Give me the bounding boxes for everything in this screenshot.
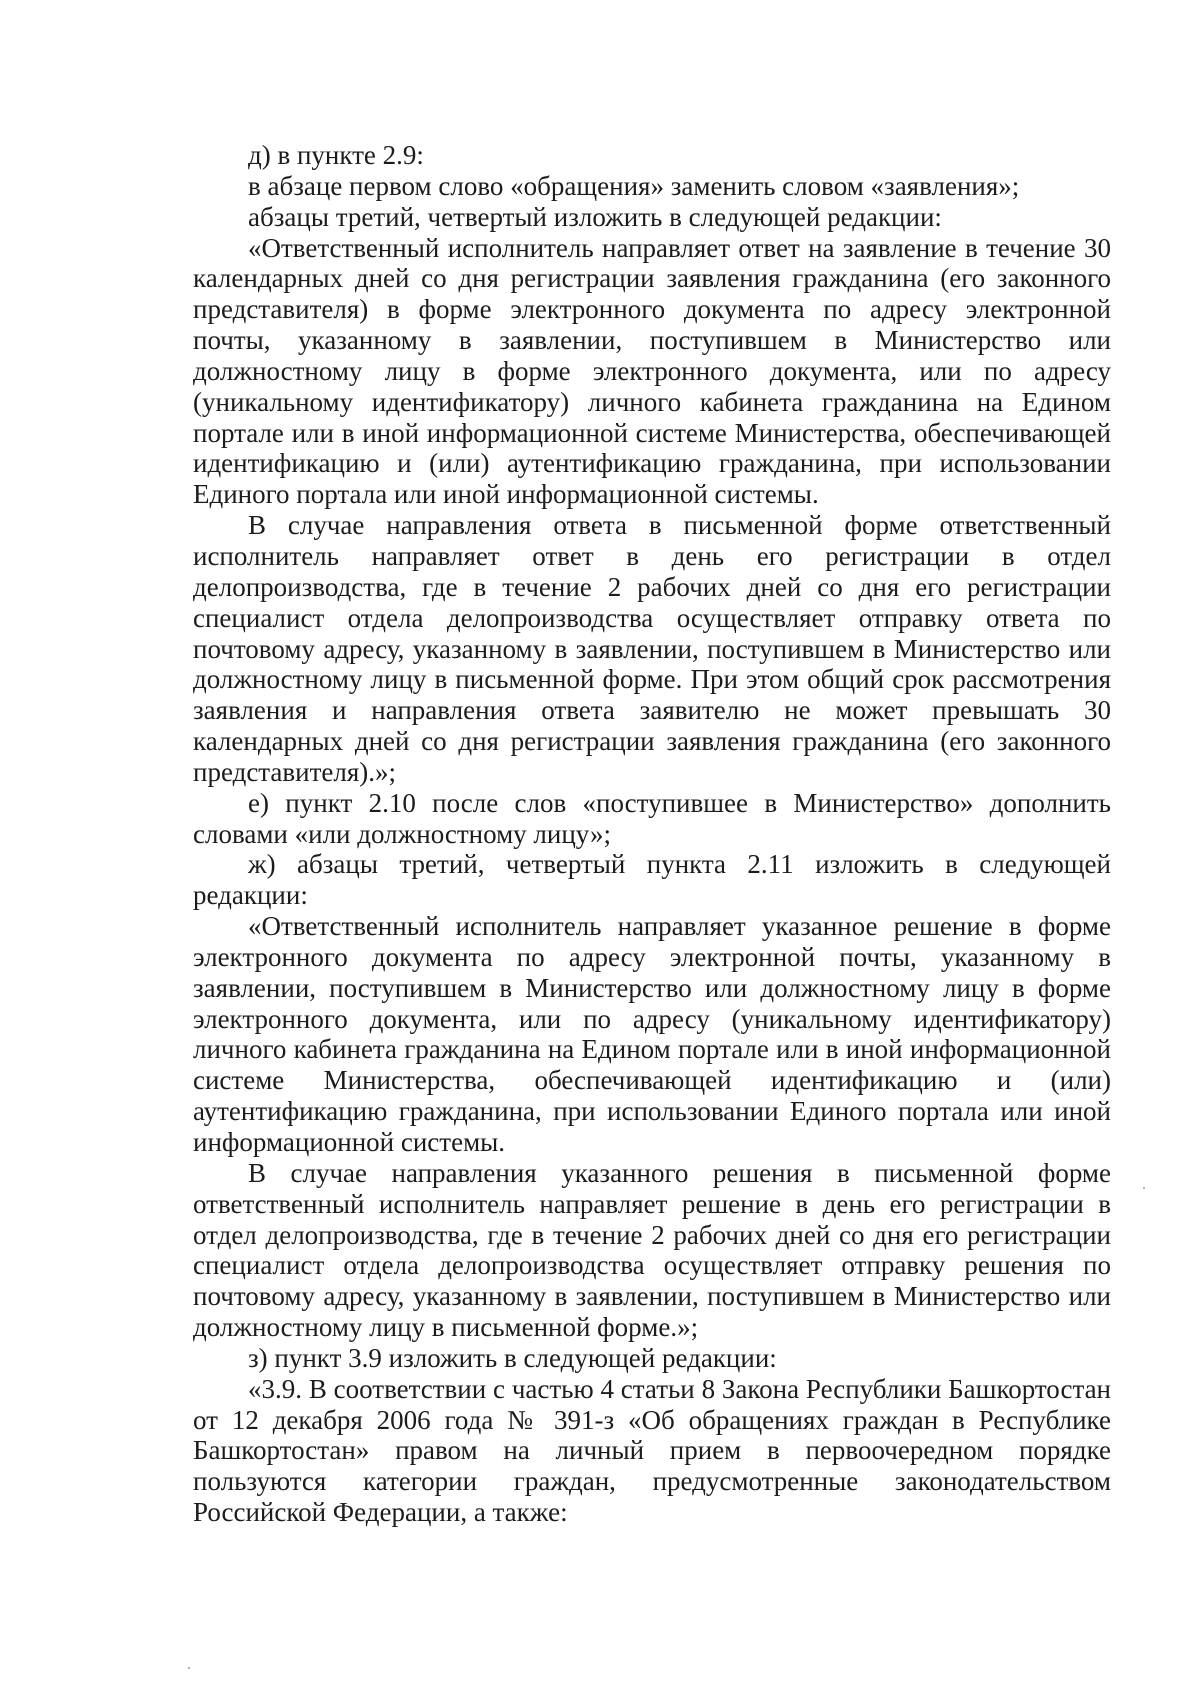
paragraph-electronic-answer: «Ответственный исполнитель направляет ответ на заявление в течение 30 календарных дней со дня регистрации заявления гражданина (его законного представителя) в форме электронного документа по адресу электронной почты, указанному в заявлении, поступившем в Министерство или должностному лицу в форме электронного документа, или по адресу (уникальному идентификатору) личного кабинета гражданина на Едином портале или в иной информационной системе Министерства, обеспечивающей идентификацию и (или) аутентификацию гражданина, при использовании Единого портала или иной информационной системы. xyxy=(193,232,1111,510)
paragraph-restate-abzacy: абзацы третий, четвертый изложить в следующей редакции: xyxy=(248,201,942,232)
scan-speck xyxy=(188,1667,190,1669)
paragraph-item-d-heading: д) в пункте 2.9: xyxy=(248,140,424,170)
paragraph-item-z: з) пункт 3.9 изложить в следующей редакции: xyxy=(248,1342,777,1373)
paragraph-item-zh: ж) абзацы третий, четвертый пункта 2.11 изложить в следующей редакции: xyxy=(193,849,1111,911)
paragraph-electronic-decision: «Ответственный исполнитель направляет указанное решение в форме электронного документа по адресу электронной почты, указанному в заявлении, поступившем в Министерство или должностному лицу в форме электронного документа, или по адресу (уникальному идентификатору) личного кабинета гражданина на Едином портале или в иной информационной системе Министерства, обеспечивающей идентификацию и (или) аутентификацию гражданина, при использовании Единого портала или иной информационной системы. xyxy=(193,911,1111,1157)
paragraph-item-3-9: «3.9. В соответствии с частью 4 статьи 8 Закона Республики Башкортостан от 12 декабря 2006 года № 391-з «Об обращениях граждан в Республике Башкортостан» правом на личный прием в первоочередном порядке пользуются категории граждан, предусмотренные законодательством Российской Федерации, а также: xyxy=(193,1373,1111,1528)
paragraph-written-answer: В случае направления ответа в письменной форме ответственный исполнитель направляет ответ в день его регистрации в отдел делопроизводства, где в течение 2 рабочих дней со дня его регистрации специалист отдела делопроизводства осуществляет отправку ответа по почтовому адресу, указанному в заявлении, поступившем в Министерство или должностному лицу в письменной форме. При этом общий срок рассмотрения заявления и направления ответа заявителю не может превышать 30 календарных дней со дня регистрации заявления гражданина (его законного представителя).»; xyxy=(193,510,1111,787)
paragraph-item-e: е) пункт 2.10 после слов «поступившее в Министерство» дополнить словами «или должностному лицу»; xyxy=(193,787,1111,849)
document-text xyxy=(193,140,1111,1528)
paragraph-replace-word: в абзаце первом слово «обращения» заменить словом «заявления»; xyxy=(248,170,1020,201)
scan-speck xyxy=(1143,1187,1145,1189)
paragraph-written-decision: В случае направления указанного решения в письменной форме ответственный исполнитель направляет решение в день его регистрации в отдел делопроизводства, где в течение 2 рабочих дней со дня его регистрации специалист отдела делопроизводства осуществляет отправку решения по почтовому адресу, указанному в заявлении, поступившем в Министерство или должностному лицу в письменной форме.»; xyxy=(193,1157,1111,1343)
